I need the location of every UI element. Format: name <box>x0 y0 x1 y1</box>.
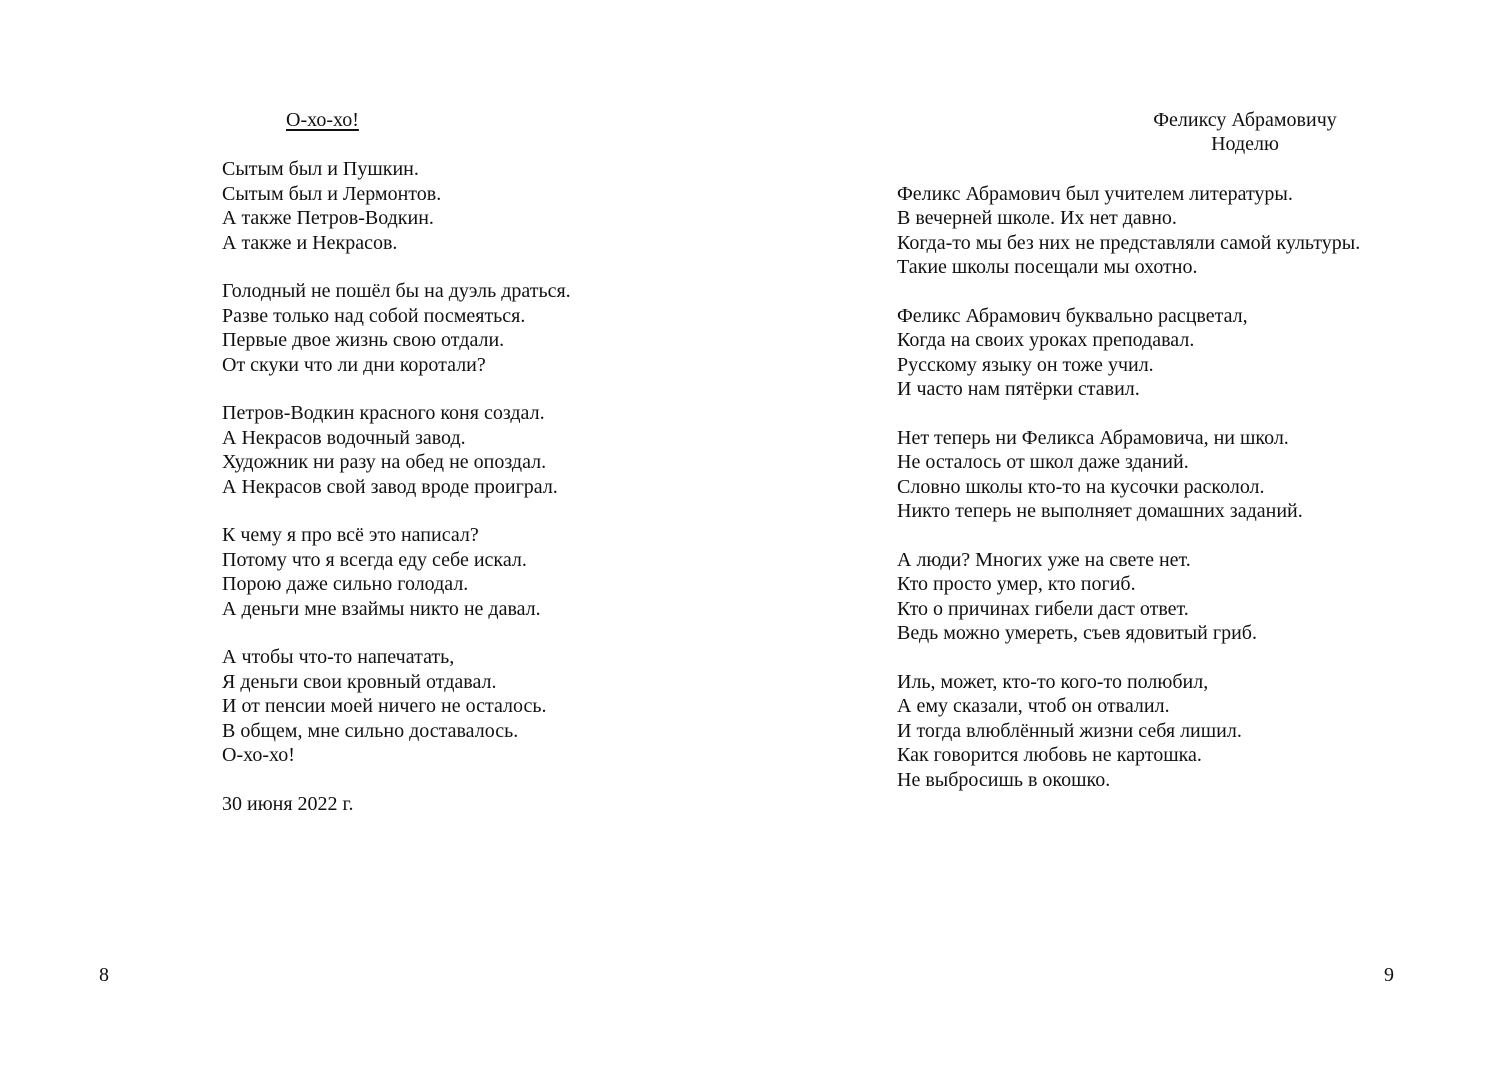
poem-line: Сытым был и Лермонтов. <box>222 182 442 205</box>
poem-line: Когда на своих уроках преподавал. <box>897 329 1195 352</box>
poem-line: Русскому языку он тоже учил. <box>897 353 1154 376</box>
poem-line: Такие школы посещали мы охотно. <box>897 256 1198 279</box>
stanza <box>897 304 1443 402</box>
poem-line: А также и Некрасов. <box>222 231 398 254</box>
poem-line: Феликс Абрамович буквально расцветал, <box>897 304 1248 327</box>
poem-line: Первые двое жизнь свою отдали. <box>222 329 505 352</box>
poem-line: Не осталось от школ даже зданий. <box>897 451 1189 474</box>
poem-left <box>222 108 571 816</box>
poem-line: Нет теперь ни Феликса Абрамовича, ни школ. <box>897 426 1289 449</box>
dedication-line: Ноделю <box>1211 133 1279 156</box>
poem-date: 30 июня 2022 г. <box>222 792 354 815</box>
poem-line: Потому что я всегда еду себе искал. <box>222 548 527 571</box>
poem-line: От скуки что ли дни коротали? <box>222 353 486 376</box>
stanza <box>222 523 571 621</box>
poem-line: И тогда влюблённый жизни себя лишил. <box>897 719 1242 742</box>
stanza <box>222 157 571 255</box>
poem-line: В вечерней школе. Их нет давно. <box>897 207 1177 230</box>
poem-line: А также Петров-Водкин. <box>222 207 434 230</box>
poem-line: А ему сказали, чтоб он отвалил. <box>897 695 1170 718</box>
right-page <box>746 0 1493 1080</box>
poem-line: К чему я про всё это написал? <box>222 524 479 547</box>
poem-line: Никто теперь не выполняет домашних заданий. <box>897 500 1303 523</box>
poem-line: И часто нам пятёрки ставил. <box>897 378 1140 401</box>
poem-line: Феликс Абрамович был учителем литературы. <box>897 182 1293 205</box>
stanza <box>897 426 1443 524</box>
poem-line: Порою даже сильно голодал. <box>222 573 469 596</box>
poem-line: Разве только над собой посмеяться. <box>222 304 526 327</box>
dedication <box>1047 108 1443 157</box>
poem-line: А Некрасов водочный завод. <box>222 426 466 449</box>
poem-line: Сытым был и Пушкин. <box>222 158 419 181</box>
poem-line: Петров-Водкин красного коня создал. <box>222 402 545 425</box>
poem-line: И от пенсии моей ничего не осталось. <box>222 695 547 718</box>
poem-line: А чтобы что-то напечатать, <box>222 646 455 669</box>
stanza <box>222 645 571 767</box>
stanza <box>897 670 1443 792</box>
poem-line: О-хо-хо! <box>222 744 295 767</box>
dedication-line: Феликсу Абрамовичу <box>1153 109 1337 131</box>
poem-line: Кто о причинах гибели даст ответ. <box>897 597 1189 620</box>
poem-line: Кто просто умер, кто погиб. <box>897 573 1136 596</box>
stanza <box>222 279 571 377</box>
poem-line: Голодный не пошёл бы на дуэль драться. <box>222 280 571 303</box>
poem-line: Словно школы кто-то на кусочки расколол. <box>897 475 1265 498</box>
poem-line: А деньги мне взаймы никто не давал. <box>222 597 541 620</box>
poem-line: Я деньги свои кровный отдавал. <box>222 670 497 693</box>
stanza <box>222 401 571 499</box>
stanza <box>897 548 1443 646</box>
poem-title: О-хо-хо! <box>286 109 359 131</box>
poem-line: Иль, может, кто-то кого-то полюбил, <box>897 670 1209 693</box>
poem-line: Когда-то мы без них не представляли самой культуры. <box>897 231 1361 254</box>
poem-line: Художник ни разу на обед не опоздал. <box>222 451 547 474</box>
poem-line: Как говорится любовь не картошка. <box>897 744 1202 767</box>
stanza <box>897 182 1443 280</box>
page-number: 8 <box>99 964 109 986</box>
poem-right <box>897 108 1443 816</box>
poem-line: А люди? Многих уже на свете нет. <box>897 548 1191 571</box>
poem-line: В общем, мне сильно доставалось. <box>222 719 519 742</box>
poem-line: Не выбросишь в окошко. <box>897 768 1111 791</box>
poem-line: Ведь можно умереть, съев ядовитый гриб. <box>897 622 1257 645</box>
page-number: 9 <box>1384 964 1394 986</box>
left-page <box>0 0 746 1080</box>
poem-line: А Некрасов свой завод вроде проиграл. <box>222 475 558 498</box>
